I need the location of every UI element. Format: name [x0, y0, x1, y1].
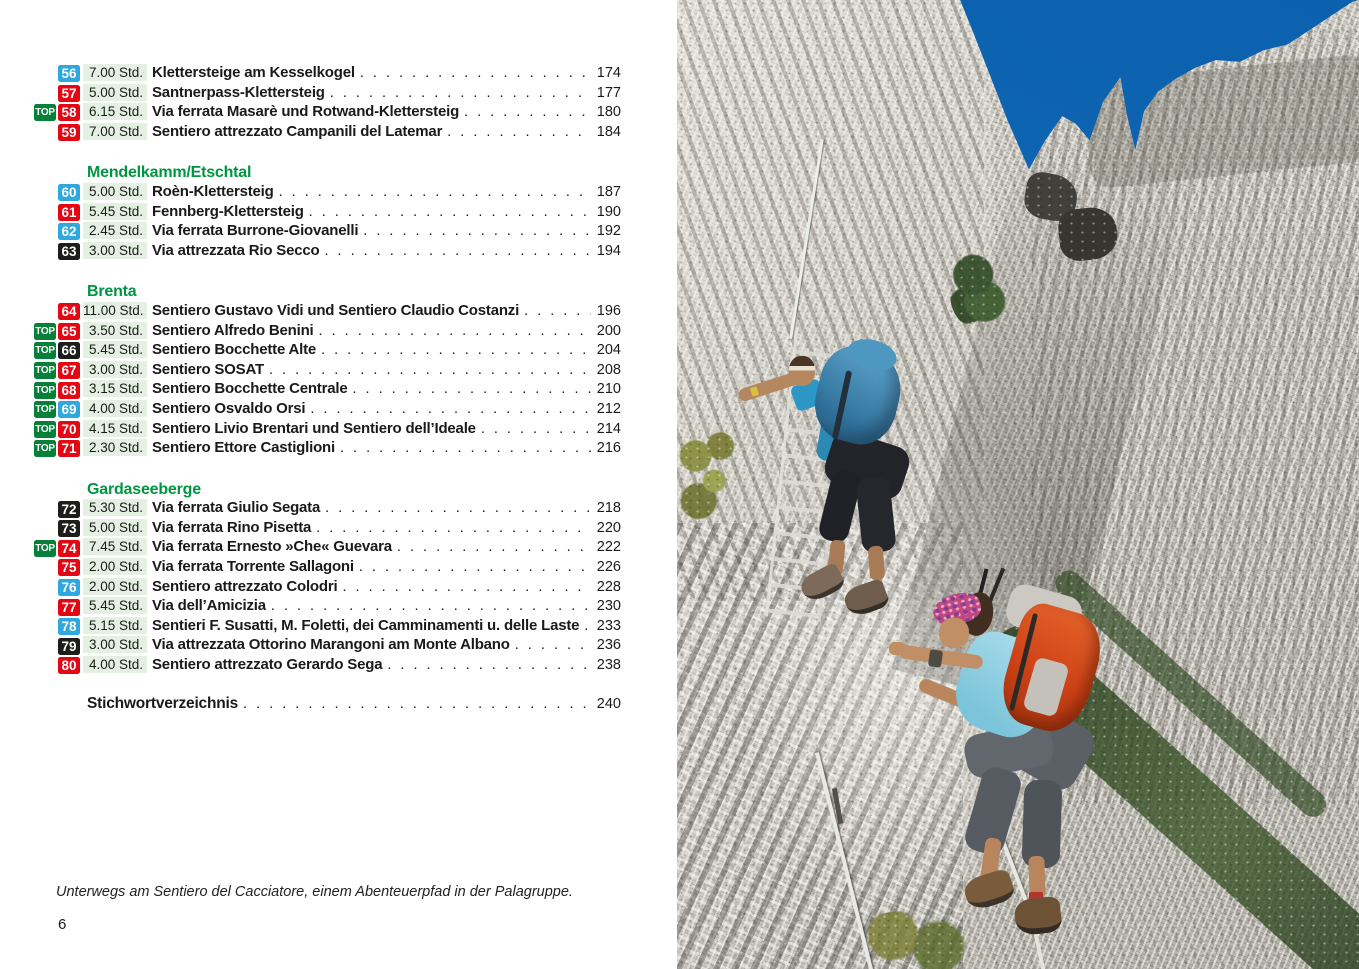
- dot-leader: [320, 243, 592, 259]
- route-number-badge: 71: [58, 440, 80, 457]
- duration-label: 5.00 Std.: [83, 183, 147, 200]
- badge-column: [33, 599, 80, 616]
- dot-leader: [238, 696, 591, 712]
- route-number-badge: 67: [58, 362, 80, 379]
- route-number-badge: 64: [58, 303, 80, 320]
- badge-column: [33, 303, 80, 320]
- route-title: Sentiero Livio Brentari und Sentiero dell’Ideale: [152, 419, 476, 437]
- page-ref: 194: [596, 242, 621, 259]
- dot-leader: [459, 104, 591, 120]
- route-number-badge: 77: [58, 599, 80, 616]
- dot-leader: [320, 500, 591, 516]
- dot-leader: [266, 598, 591, 614]
- top-badge: TOP: [34, 421, 56, 438]
- route-title: Sentiero Bocchette Centrale: [152, 380, 348, 398]
- route-number-badge: 72: [58, 501, 80, 518]
- route-title: Sentieri F. Susatti, M. Foletti, dei Camminamenti u. delle Laste: [152, 616, 580, 634]
- index-title: Stichwortverzeichnis: [87, 694, 239, 712]
- route-number-badge: 57: [58, 85, 80, 102]
- toc-entry: [33, 84, 621, 104]
- route-number-badge: 69: [58, 401, 80, 418]
- route-number-badge: 58: [58, 104, 80, 121]
- badge-column: [33, 85, 80, 102]
- toc-entry: [33, 578, 621, 598]
- toc-entry: [33, 400, 621, 420]
- page-ref: 190: [596, 203, 621, 220]
- page-ref: 192: [596, 223, 621, 240]
- route-title: Via ferrata Burrone-Giovanelli: [152, 222, 359, 240]
- dot-leader: [325, 85, 591, 101]
- route-title: Via attrezzata Rio Secco: [152, 241, 320, 259]
- duration-label: 5.15 Std.: [83, 617, 147, 634]
- duration-label: 2.30 Std.: [83, 439, 147, 456]
- duration-label: 6.15 Std.: [83, 103, 147, 120]
- badge-column: [33, 501, 80, 518]
- route-title: Sentiero Osvaldo Orsi: [152, 399, 306, 417]
- page-ref: 210: [596, 381, 621, 398]
- climber-upper-shin: [868, 546, 885, 581]
- route-number-badge: 56: [58, 65, 80, 82]
- toc-entry: [33, 636, 621, 656]
- route-title: Roèn-Klettersteig: [152, 182, 274, 200]
- route-title: Sentiero attrezzato Gerardo Sega: [152, 656, 383, 674]
- toc-entry: [33, 656, 621, 676]
- photo-caption: Unterwegs am Sentiero del Cacciatore, einem Abenteuerpfad in der Palagruppe.: [56, 884, 573, 900]
- badge-column: [33, 104, 80, 121]
- duration-label: 5.45 Std.: [83, 597, 147, 614]
- duration-label: 4.00 Std.: [83, 656, 147, 673]
- top-badge: TOP: [34, 342, 56, 359]
- page-ref: 180: [596, 104, 621, 121]
- toc-section-gardaseeberge: [33, 480, 621, 676]
- page-ref: 174: [596, 65, 621, 81]
- badge-column: [33, 362, 80, 379]
- page-ref: 236: [596, 637, 621, 654]
- route-number-badge: 80: [58, 657, 80, 674]
- duration-label: 2.00 Std.: [83, 558, 147, 575]
- page-ref: 230: [596, 598, 621, 615]
- toc-entry: [33, 380, 621, 400]
- duration-label: 7.45 Std.: [83, 538, 147, 555]
- route-title: Via attrezzata Ottorino Marangoni am Monte Albano: [152, 636, 510, 654]
- duration-label: 3.00 Std.: [83, 636, 147, 653]
- dot-leader: [311, 520, 591, 536]
- duration-label: 3.50 Std.: [83, 322, 147, 339]
- top-badge: TOP: [34, 540, 56, 557]
- toc-entry: [33, 538, 621, 558]
- toc-entry: [33, 302, 621, 322]
- duration-label: 3.15 Std.: [83, 380, 147, 397]
- route-number-badge: 75: [58, 559, 80, 576]
- badge-column: [33, 124, 80, 141]
- climber-lower-hand: [889, 642, 906, 655]
- top-badge: TOP: [34, 104, 56, 121]
- route-title: Klettersteige am Kesselkogel: [152, 64, 355, 81]
- page-ref: 184: [596, 123, 621, 140]
- dot-leader: [316, 342, 591, 358]
- dot-leader: [442, 124, 591, 140]
- badge-column: [33, 559, 80, 576]
- route-number-badge: 65: [58, 323, 80, 340]
- toc-entry: [33, 617, 621, 637]
- climber-lower-leg: [1021, 779, 1062, 868]
- duration-label: 11.00 Std.: [83, 302, 147, 319]
- toc-entry: [33, 361, 621, 381]
- route-title: Sentiero SOSAT: [152, 360, 264, 378]
- dot-leader: [510, 637, 591, 653]
- section-header: Gardaseeberge: [87, 480, 201, 498]
- route-number-badge: 60: [58, 184, 80, 201]
- route-number-badge: 70: [58, 421, 80, 438]
- duration-label: 4.00 Std.: [83, 400, 147, 417]
- dot-leader: [579, 618, 591, 634]
- toc-entry: [33, 597, 621, 617]
- page-ref: 208: [596, 361, 621, 378]
- index-entry: [87, 695, 621, 715]
- route-title: Sentiero attrezzato Colodri: [152, 577, 338, 595]
- badge-column: [33, 223, 80, 240]
- toc-entry: [33, 64, 621, 84]
- page-ref: 220: [596, 519, 621, 536]
- dot-leader: [355, 65, 591, 81]
- toc-entry: [33, 103, 621, 123]
- route-number-badge: 74: [58, 540, 80, 557]
- route-number-badge: 73: [58, 520, 80, 537]
- route-title: Via ferrata Rino Pisetta: [152, 518, 312, 536]
- section-header: Brenta: [87, 283, 137, 301]
- dot-leader: [335, 440, 591, 456]
- badge-column: [33, 540, 80, 557]
- page-ref: 177: [596, 84, 621, 101]
- badge-column: [33, 618, 80, 635]
- duration-label: 5.00 Std.: [83, 519, 147, 536]
- badge-column: [33, 657, 80, 674]
- route-title: Via ferrata Torrente Sallagoni: [152, 558, 354, 576]
- toc-entry: [33, 499, 621, 519]
- toc-section-mendelkamm: [33, 163, 621, 261]
- duration-label: 7.00 Std.: [83, 64, 147, 81]
- duration-label: 3.00 Std.: [83, 242, 147, 259]
- badge-column: [33, 421, 80, 438]
- route-title: Sentiero Ettore Castiglioni: [152, 439, 335, 457]
- badge-column: [33, 520, 80, 537]
- toc-entry: [33, 439, 621, 459]
- toc-entry: [33, 420, 621, 440]
- duration-label: 2.45 Std.: [83, 222, 147, 239]
- dot-leader: [264, 362, 591, 378]
- dot-leader: [519, 303, 591, 319]
- toc-entry: [33, 203, 621, 223]
- dot-leader: [305, 401, 591, 417]
- section-header: Mendelkamm/Etschtal: [87, 164, 252, 182]
- duration-label: 4.15 Std.: [83, 420, 147, 437]
- route-number-badge: 79: [58, 638, 80, 655]
- toc-entry: [33, 183, 621, 203]
- route-title: Sentiero attrezzato Campanili del Latemar: [152, 122, 443, 140]
- route-number-badge: 63: [58, 243, 80, 260]
- page-ref: 233: [596, 617, 621, 634]
- route-number-badge: 66: [58, 342, 80, 359]
- route-number-badge: 59: [58, 124, 80, 141]
- toc-entry: [33, 242, 621, 262]
- climber-lower-face: [939, 618, 969, 648]
- duration-label: 5.00 Std.: [83, 84, 147, 101]
- route-title: Santnerpass-Klettersteig: [152, 83, 325, 101]
- top-badge: TOP: [34, 362, 56, 379]
- route-title: Via dell’Amicizia: [152, 597, 266, 615]
- photo-via-ferrata: [677, 0, 1359, 969]
- page-ref: 204: [596, 342, 621, 359]
- route-number-badge: 68: [58, 382, 80, 399]
- top-badge: TOP: [34, 323, 56, 340]
- toc-section-brenta: [33, 282, 621, 458]
- badge-column: [33, 401, 80, 418]
- route-number-badge: 61: [58, 204, 80, 221]
- dot-leader: [314, 323, 591, 339]
- route-title: Fennberg-Klettersteig: [152, 202, 304, 220]
- toc-entry: [33, 558, 621, 578]
- page-ref: 214: [596, 420, 621, 437]
- badge-column: [33, 65, 80, 82]
- page-ref: 187: [596, 183, 621, 200]
- top-badge: TOP: [34, 440, 56, 457]
- badge-column: [33, 323, 80, 340]
- toc-entry: [33, 123, 621, 143]
- duration-label: 5.45 Std.: [83, 203, 147, 220]
- page-ref: 200: [596, 322, 621, 339]
- page-ref: 238: [596, 657, 621, 674]
- page-ref: 228: [596, 578, 621, 595]
- page-ref: 212: [596, 400, 621, 417]
- duration-label: 5.30 Std.: [83, 499, 147, 516]
- page-number: 6: [58, 916, 67, 933]
- duration-label: 5.45 Std.: [83, 341, 147, 358]
- route-title: Sentiero Bocchette Alte: [152, 341, 317, 359]
- dot-leader: [304, 204, 591, 220]
- page-ref: 240: [596, 695, 621, 712]
- route-number-badge: 62: [58, 223, 80, 240]
- toc-entry: [33, 322, 621, 342]
- route-title: Via ferrata Masarè und Rotwand-Klettersteig: [152, 103, 460, 121]
- badge-column: [33, 184, 80, 201]
- dot-leader: [382, 657, 591, 673]
- badge-column: [33, 440, 80, 457]
- dot-leader: [274, 184, 591, 200]
- route-number-badge: 78: [58, 618, 80, 635]
- route-title: Via ferrata Giulio Segata: [152, 499, 321, 517]
- dot-leader: [354, 559, 591, 575]
- top-badge: TOP: [34, 401, 56, 418]
- route-title: Via ferrata Ernesto »Che« Guevara: [152, 538, 392, 556]
- climber-upper-head: [789, 356, 815, 386]
- page-ref: 222: [596, 539, 621, 556]
- dot-leader: [476, 421, 591, 437]
- toc-entry: [33, 341, 621, 361]
- page-ref: 196: [596, 302, 621, 319]
- hiking-boot: [1013, 896, 1063, 937]
- route-title: Sentiero Gustavo Vidi und Sentiero Claudio Costanzi: [152, 301, 520, 319]
- duration-label: 3.00 Std.: [83, 361, 147, 378]
- dot-leader: [337, 579, 591, 595]
- badge-column: [33, 638, 80, 655]
- wrist-band: [928, 649, 943, 668]
- toc-section-dolomiten: [33, 64, 621, 142]
- toc-entry: [33, 519, 621, 539]
- table-of-contents: [33, 64, 621, 714]
- top-badge: TOP: [34, 382, 56, 399]
- page-ref: 226: [596, 559, 621, 576]
- badge-column: [33, 382, 80, 399]
- page-ref: 216: [596, 440, 621, 457]
- route-number-badge: 76: [58, 579, 80, 596]
- duration-label: 7.00 Std.: [83, 123, 147, 140]
- dot-leader: [358, 223, 591, 239]
- badge-column: [33, 243, 80, 260]
- badge-column: [33, 342, 80, 359]
- page-ref: 218: [596, 500, 621, 517]
- duration-label: 2.00 Std.: [83, 578, 147, 595]
- dot-leader: [392, 539, 591, 555]
- badge-column: [33, 579, 80, 596]
- dot-leader: [348, 381, 592, 397]
- badge-column: [33, 204, 80, 221]
- toc-entry: [33, 222, 621, 242]
- route-title: Sentiero Alfredo Benini: [152, 321, 314, 339]
